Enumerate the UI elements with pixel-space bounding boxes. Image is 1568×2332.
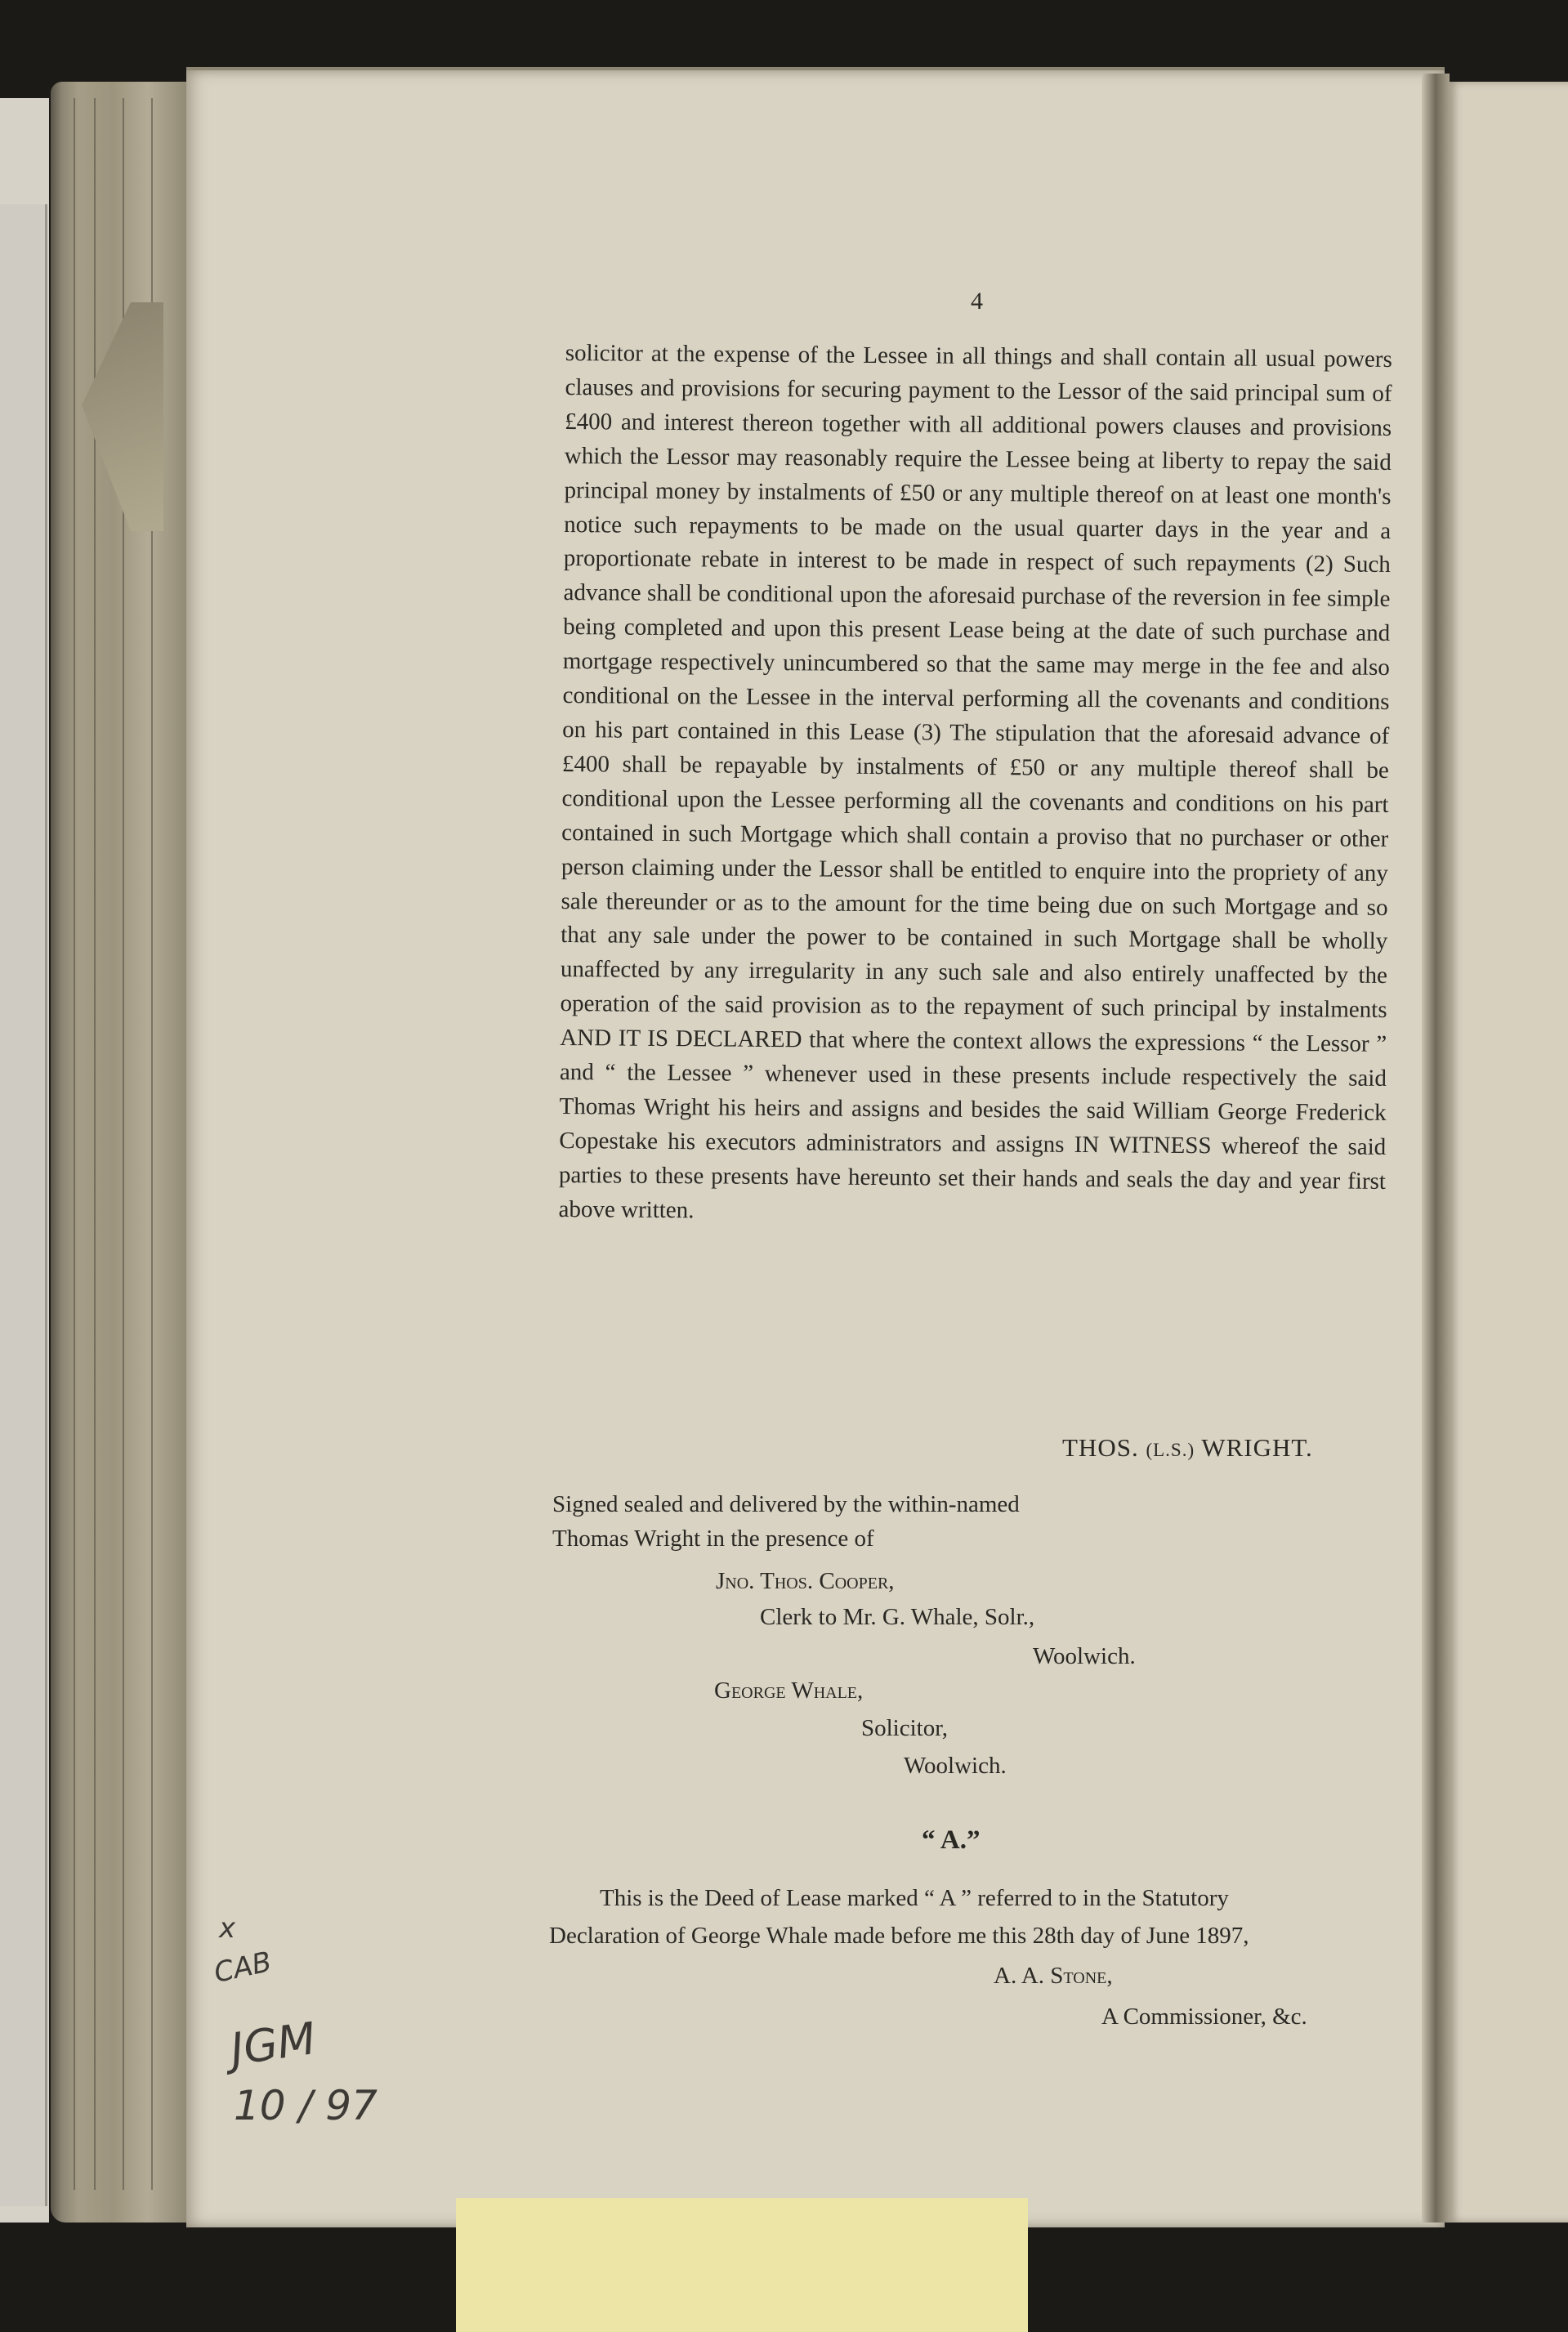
margin-mark: x	[219, 1912, 236, 1945]
margin-signature: JGM	[227, 2013, 319, 2075]
page-number: 4	[971, 288, 983, 315]
commissioner-name: A. A. Stone,	[994, 1963, 1113, 1989]
facing-page	[1450, 82, 1568, 2223]
signature-last-name: WRIGHT.	[1201, 1433, 1313, 1462]
background-left-paper	[0, 204, 47, 2206]
margin-date: 10 / 97	[234, 2082, 377, 2129]
page-edge-line	[74, 98, 75, 2190]
book-gutter	[1422, 74, 1450, 2223]
seal-mark: (L.S.)	[1146, 1440, 1195, 1460]
witness-place: Woolwich.	[1033, 1643, 1136, 1669]
exhibit-mark: “ A.”	[922, 1825, 981, 1855]
attestation-clause	[552, 1487, 1173, 1556]
attestation-line: Signed sealed and delivered by the within-named	[552, 1491, 1020, 1517]
declaration-line: Declaration of George Whale made before me this 28th day of June 1897,	[549, 1923, 1249, 1949]
commissioner-title: A Commissioner, &c.	[1101, 2004, 1307, 2030]
lessor-signature	[1062, 1433, 1313, 1463]
witness-role: Clerk to Mr. G. Whale, Solr.,	[760, 1604, 1035, 1630]
witness-name: Jno. Thos. Cooper,	[716, 1568, 895, 1594]
statutory-declaration	[549, 1879, 1366, 1955]
signature-first-name: THOS.	[1062, 1433, 1139, 1462]
witness-role: Solicitor,	[861, 1715, 948, 1741]
declaration-line: This is the Deed of Lease marked “ A ” referred to in the Statutory	[600, 1885, 1229, 1911]
lease-body-text: solicitor at the expense of the Lessee in all things and shall contain all usual powers clauses and provisions for securing payment to the Lessor of the said principal sum of £400 and interest thereon together with all additional powers clauses and provisions which the Lessor may reasonably require the Lessee being at liberty to repay the said principal money by instalments of £50 or any multiple thereof on at least one month's notice such repayments to be made on the usual quarter days in the year and a proportionate rebate in interest to be made in respect of such repayments (2) Such advance shall be conditional upon the aforesaid purchase of the reversion in fee simple being completed and upon this present Lease being at the date of such purchase and mortgage respectively unincumbered so that the same may merge in the fee and also conditional on the Lessee in the interval performing all the covenants and conditions on his part contained in this Lease (3) The stipulation that the aforesaid advance of £400 shall be repayable by instalments of £50 or any multiple thereof shall be conditional upon the Lessee performing all the covenants and conditions on his part contained in such Mortgage which shall contain a proviso that no purchaser or other person claiming under the Lessor shall be entitled to enquire into the propriety of any sale thereunder or as to the amount for the time being due on such Mortgage and so that any sale under the power to be contained in such Mortgage shall be wholly unaffected by any irregularity in any such sale and also entirely unaffected by the operation of the said provision as to the repayment of such principal by instalments AND IT IS DECLARED that where the context allows the expressions “ the Lessor ” and “ the Lessee ” whenever used in these presents include respectively the said Thomas Wright his heirs and assigns and besides the said William George Frederick Copestake his executors administrators and assigns IN WITNESS whereof the said parties to these presents have hereunto set their hands and seals the day and year first above written.	[558, 339, 1392, 1223]
yellow-bookmark-slip	[456, 2198, 1028, 2332]
attestation-line: Thomas Wright in the presence of	[552, 1526, 874, 1552]
witness-name: George Whale,	[714, 1678, 864, 1704]
margin-initials: CAB	[211, 1946, 275, 1990]
witness-place: Woolwich.	[904, 1753, 1007, 1779]
